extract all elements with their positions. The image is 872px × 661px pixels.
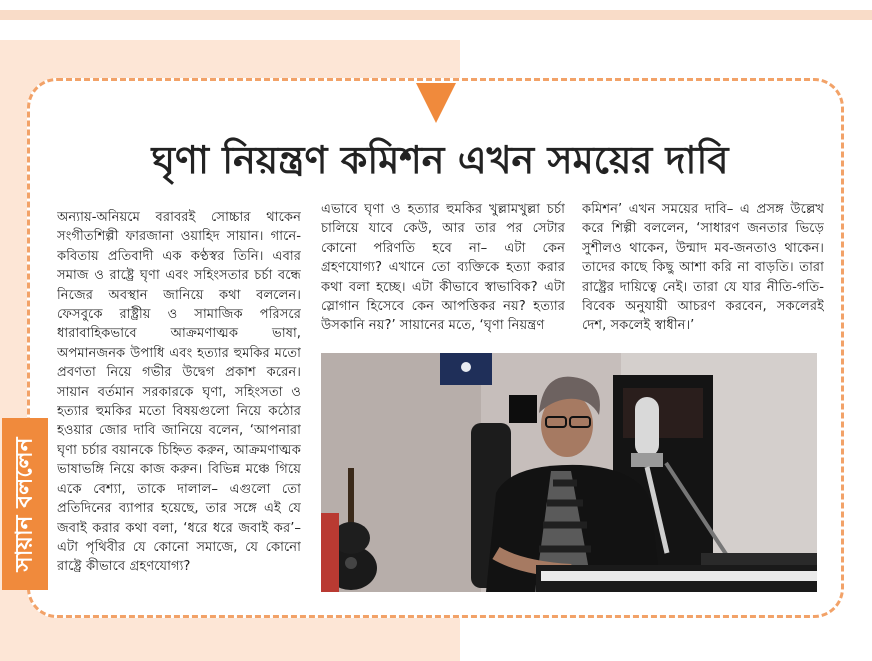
top-decor-band xyxy=(0,10,872,20)
down-arrow-icon xyxy=(416,83,456,123)
side-label: সায়ান বললেন xyxy=(11,437,38,571)
article-column-1: অন্যায়-অনিয়মে বরাবরই সোচ্চার থাকেন সংগীতশিল্পী ফারজানা ওয়াহিদ সায়ান। গানে-কবিতায় প্রতিবাদী এক কণ্ঠস্বর তিনি। এবার সমাজ ও রাষ্ট্রে ঘৃণা এবং সহিংসতার চর্চা বন্ধে নিজের অবস্থান জানিয়ে কথা বললেন। ফেসবুকে রাষ্ট্রীয় ও সামাজিক পরিসরে ধারাবাহিকভাবে আক্রমণাত্মক ভাষা, অপমানজনক উপাধি এবং হত্যার হুমকির মতো প্রবণতা নিয়ে গভীর উদ্বেগ প্রকাশ করেন। সায়ান বর্তমান সরকারকে ঘৃণা, সহিংসতা ও হত্যার হুমকির মতো বিষয়গুলো নিয়ে কঠোর হওয়ার জোর দাবি জানিয়ে বলেন, ‘আপনারা ঘৃণা চর্চার বয়ানকে চিহ্নিত করুন, আক্রমণাত্মক ভাষাভঙ্গি নিয়ে কাজ করুন। বিভিন্ন মঞ্চে গিয়ে একে বেশ্যা, তাকে দালাল– এগুলো তো প্রতিদিনের ব্যাপার হয়েছে, তার সঙ্গে এই যে জবাই করার কথা বলা, ‘ধরে ধরে জবাই কর’– এটা পৃথিবীর যে কোনো সমাজে, যে কোনো রাষ্ট্রে কীভাবে গ্রহণযোগ্য? xyxy=(57,210,301,575)
article-photo xyxy=(321,353,817,592)
page-title: ঘৃণা নিয়ন্ত্রণ কমিশন এখন সময়ের দাবি xyxy=(151,137,729,182)
photo-illustration xyxy=(321,353,817,592)
article-column-2: এভাবে ঘৃণা ও হত্যার হুমকির খুল্লামখুল্লা চর্চা চালিয়ে যাবে কেউ, আর তার পর সেটার কোনো পরিণতি হবে না– এটা কেন গ্রহণযোগ্য? এখানে তো ব্যক্তিকে হত্যা করার কথা বলা হচ্ছে। এটা কীভাবে স্বাভাবিক? এটা স্লোগান হিসেবে কেন আপত্তিকর নয়? হত্যার উসকানি নয়?’ সায়ানের মতে, ‘ঘৃণা নিয়ন্ত্রণ xyxy=(321,202,565,334)
article-column-3: কমিশন’ এখন সময়ের দাবি– এ প্রসঙ্গ উল্লেখ করে শিল্পী বললেন, ‘সাধারণ জনতার ভিড়ে সুশীলও থাকেন, উন্মাদ মব-জনতাও থাকেন। তাদের কাছে কিছু আশা করি না বাড়তি। তারা রাষ্ট্রের দায়িত্বে নেই। তারা যে যার নীতি-গতি-বিবেক অনুযায়ী আচরণ করবেন, সকলেরই দেশ, সকলেই স্বাধীন।’ xyxy=(582,202,824,334)
side-label-tab xyxy=(2,418,48,590)
